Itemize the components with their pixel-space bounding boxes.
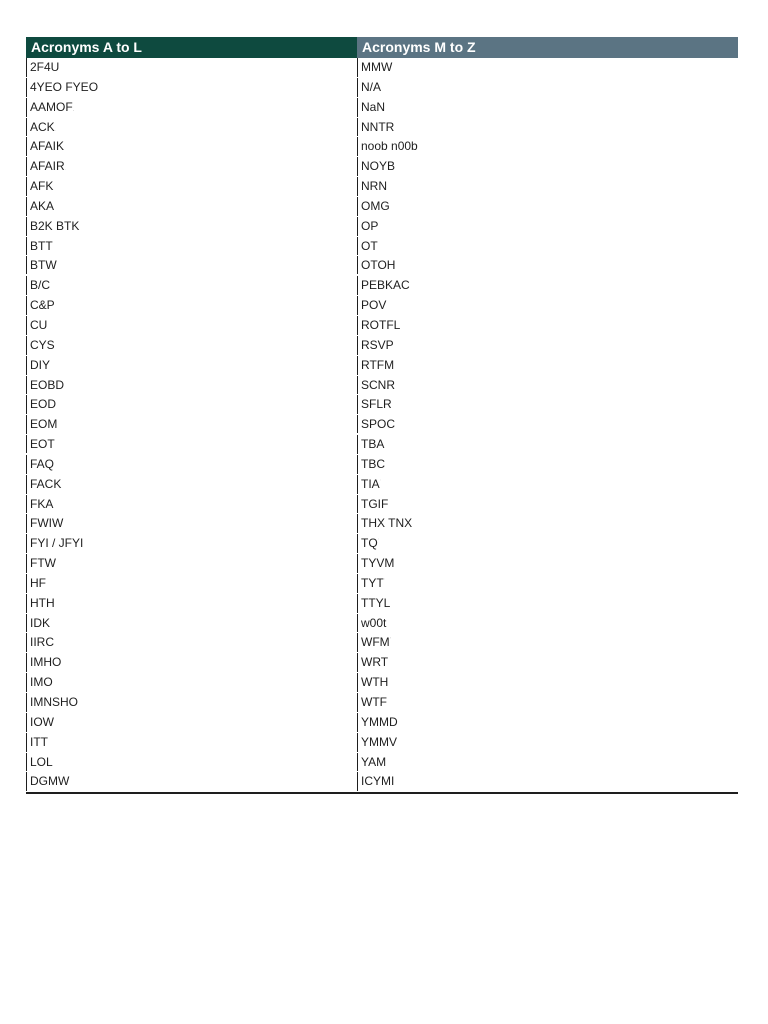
table-bottom-rule <box>357 792 738 794</box>
meaning-cell <box>395 415 396 433</box>
acronym-cell: THX TNX <box>357 514 412 533</box>
meaning-cell <box>53 753 54 772</box>
meaning-cell <box>384 435 385 454</box>
meaning-cell <box>54 455 55 474</box>
acronym-cell: B2K BTK <box>26 217 79 236</box>
acronym-cell: EOT <box>26 435 55 453</box>
meaning-cell <box>53 673 54 692</box>
acronym-cell: EOD <box>26 395 56 414</box>
meaning-cell <box>418 137 419 156</box>
acronym-cell: YMMD <box>357 713 398 732</box>
acronym-cell: FAQ <box>26 455 54 474</box>
acronym-cell: EOBD <box>26 376 64 395</box>
meaning-cell <box>98 78 99 97</box>
acronym-cell: AFAIR <box>26 157 65 176</box>
acronym-cell: TYVM <box>357 554 394 573</box>
meaning-cell <box>397 733 398 752</box>
acronym-cell: IOW <box>26 713 54 732</box>
acronym-cell: N/A <box>357 78 381 97</box>
meaning-cell <box>55 594 56 613</box>
table-header-a-to-l: Acronyms A to L <box>26 37 357 58</box>
acronym-cell: PEBKAC <box>357 276 410 295</box>
acronym-cell: NRN <box>357 177 387 196</box>
acronym-cell: AFAIK <box>26 137 64 156</box>
acronym-cell: IMO <box>26 673 53 692</box>
acronym-cell: TBA <box>357 435 384 454</box>
meaning-cell <box>388 673 389 692</box>
meaning-cell <box>50 276 51 295</box>
meaning-cell <box>386 296 387 315</box>
acronym-cell: noob n00b <box>357 137 418 156</box>
acronym-cell: ACK <box>26 118 55 137</box>
meaning-cell <box>387 693 388 712</box>
acronym-cell: IMNSHO <box>26 693 78 712</box>
acronym-cell: TBC <box>357 455 385 474</box>
meaning-cell <box>50 356 51 375</box>
acronym-cell: OP <box>357 217 378 236</box>
acronym-cell: 4YEO FYEO <box>26 78 98 97</box>
acronym-cell: AAMOF <box>26 98 73 117</box>
acronym-cell: YMMV <box>357 733 397 752</box>
acronym-cell: OTOH <box>357 256 395 274</box>
meaning-cell <box>394 356 395 375</box>
meaning-cell <box>378 534 379 553</box>
meaning-cell <box>380 475 381 494</box>
meaning-cell <box>57 415 58 434</box>
meaning-cell <box>65 157 66 176</box>
meaning-cell <box>381 78 382 97</box>
acronym-cell: FWIW <box>26 514 63 533</box>
meaning-cell <box>388 495 389 514</box>
acronym-cell: FACK <box>26 475 61 494</box>
acronym-cell: FYI / JFYI <box>26 534 83 553</box>
meaning-cell <box>63 514 64 533</box>
meaning-cell <box>54 713 55 732</box>
meaning-cell <box>83 534 84 553</box>
acronym-cell: IIRC <box>26 633 54 652</box>
acronym-cell: SCNR <box>357 376 395 395</box>
meaning-cell <box>53 495 54 514</box>
acronym-cell: MMW <box>357 58 392 77</box>
meaning-cell <box>54 633 55 652</box>
acronym-cell: IDK <box>26 614 50 633</box>
acronym-cell: YAM <box>357 753 386 772</box>
meaning-cell <box>398 713 399 732</box>
meaning-cell <box>390 197 391 216</box>
meaning-cell <box>410 276 411 295</box>
meaning-cell <box>56 395 57 414</box>
acronym-cell: WRT <box>357 653 388 672</box>
meaning-cell <box>392 395 393 414</box>
meaning-cell <box>386 614 387 633</box>
meaning-cell <box>57 256 58 274</box>
acronym-cell: FKA <box>26 495 53 514</box>
acronym-cell: NNTR <box>357 118 394 137</box>
meaning-cell <box>55 296 56 315</box>
meaning-cell <box>48 733 49 752</box>
meaning-cell <box>388 653 389 672</box>
acronym-cell: OMG <box>357 197 390 216</box>
acronym-cell: RTFM <box>357 356 394 375</box>
acronym-cell: CU <box>26 316 47 335</box>
acronym-cell: POV <box>357 296 386 315</box>
meaning-cell <box>78 693 79 712</box>
acronym-cell: LOL <box>26 753 53 772</box>
acronym-cell: TQ <box>357 534 378 553</box>
acronym-cell: WTF <box>357 693 387 712</box>
meaning-cell <box>73 98 74 117</box>
meaning-cell <box>46 574 47 593</box>
acronym-cell: CYS <box>26 336 55 355</box>
acronym-cell: B/C <box>26 276 50 295</box>
meaning-cell <box>59 58 60 77</box>
meaning-cell <box>390 594 391 613</box>
meaning-cell <box>384 574 385 593</box>
acronym-cell: OT <box>357 237 378 256</box>
meaning-cell <box>69 772 70 791</box>
acronym-cell: C&P <box>26 296 55 315</box>
acronym-cell: AKA <box>26 197 54 216</box>
acronym-cell: BTT <box>26 237 53 256</box>
acronym-cell: TGIF <box>357 495 388 514</box>
meaning-cell <box>50 614 51 633</box>
meaning-cell <box>387 177 388 196</box>
meaning-cell <box>385 98 386 117</box>
meaning-cell <box>55 336 56 355</box>
meaning-cell <box>79 217 80 236</box>
meaning-cell <box>394 336 395 355</box>
meaning-cell <box>378 237 379 256</box>
meaning-cell <box>385 455 386 474</box>
meaning-cell <box>390 633 391 652</box>
acronym-cell: BTW <box>26 256 57 274</box>
acronym-cell: w00t <box>357 614 386 633</box>
acronym-cell: TIA <box>357 475 380 494</box>
meaning-cell <box>64 137 65 156</box>
acronym-cell: SFLR <box>357 395 392 414</box>
acronym-cell: TYT <box>357 574 384 593</box>
meaning-cell <box>61 475 62 494</box>
meaning-cell <box>412 514 413 533</box>
acronym-cell: WTH <box>357 673 388 692</box>
meaning-cell <box>64 376 65 395</box>
meaning-cell <box>395 157 396 176</box>
acronym-cell: SPOC <box>357 415 395 433</box>
meaning-cell <box>392 58 393 77</box>
meaning-cell <box>394 554 395 573</box>
meaning-cell <box>395 256 396 274</box>
meaning-cell <box>378 217 379 236</box>
acronym-cell: HTH <box>26 594 55 613</box>
acronym-cell: NaN <box>357 98 385 117</box>
meaning-cell <box>61 653 62 672</box>
acronym-cell: ICYMI <box>357 772 394 791</box>
acronym-cell: DGMW <box>26 772 69 791</box>
acronym-cell: ROTFL <box>357 316 400 335</box>
meaning-cell <box>394 772 395 791</box>
meaning-cell <box>54 197 55 216</box>
meaning-cell <box>53 177 54 196</box>
meaning-cell <box>56 554 57 573</box>
meaning-cell <box>394 118 395 137</box>
acronym-cell: FTW <box>26 554 56 573</box>
acronym-cell: AFK <box>26 177 53 196</box>
meaning-cell <box>53 237 54 256</box>
table-bottom-rule <box>26 792 357 794</box>
acronym-cell: TTYL <box>357 594 390 613</box>
acronym-cell: IMHO <box>26 653 61 672</box>
acronym-cell: WFM <box>357 633 390 652</box>
meaning-cell <box>47 316 48 335</box>
acronym-cell: ITT <box>26 733 48 752</box>
acronym-cell: RSVP <box>357 336 394 355</box>
acronym-cell: HF <box>26 574 46 593</box>
acronym-cell: DIY <box>26 356 50 375</box>
meaning-cell <box>55 435 56 453</box>
meaning-cell <box>55 118 56 137</box>
meaning-cell <box>395 376 396 395</box>
acronym-cell: NOYB <box>357 157 395 176</box>
table-header-m-to-z: Acronyms M to Z <box>357 37 738 58</box>
acronym-cell: EOM <box>26 415 57 434</box>
meaning-cell <box>386 753 387 772</box>
acronym-cell: 2F4U <box>26 58 59 77</box>
meaning-cell <box>400 316 401 335</box>
